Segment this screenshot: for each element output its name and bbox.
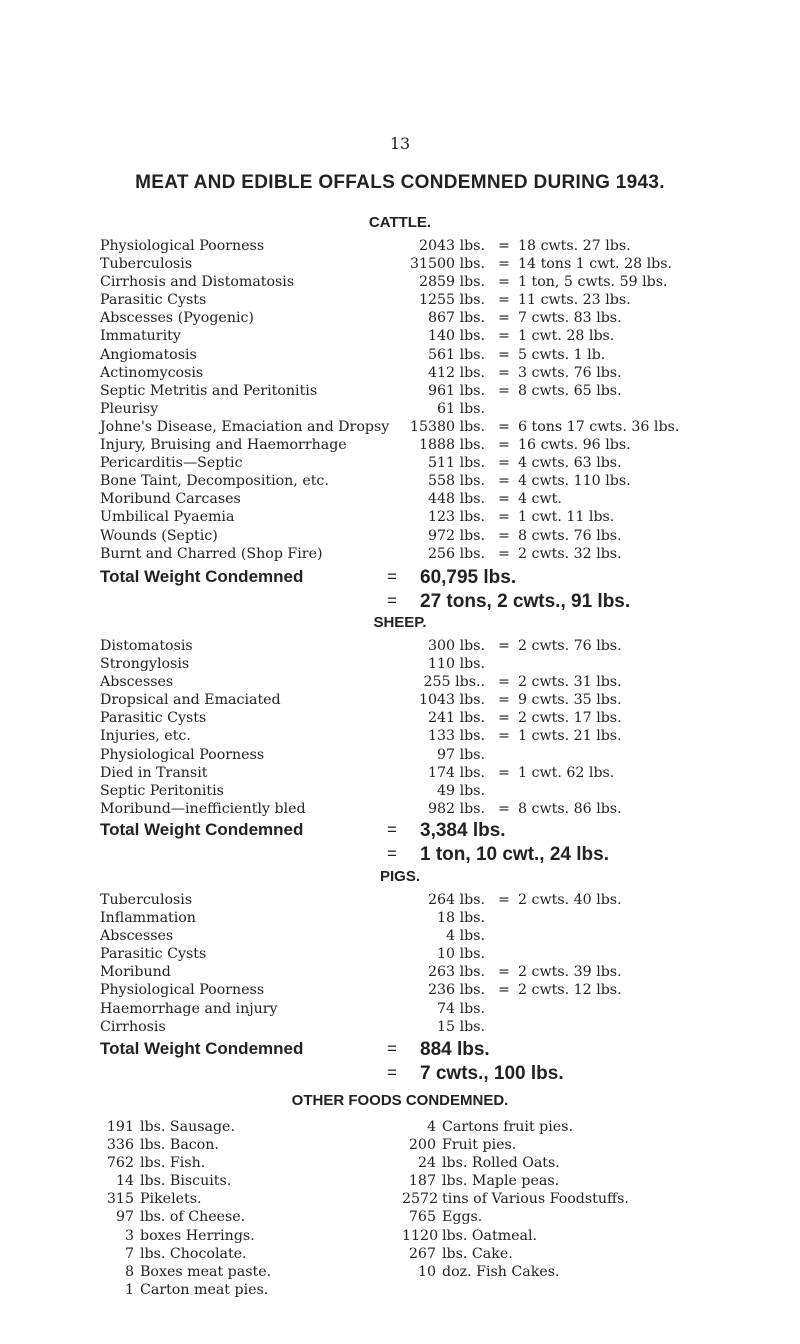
equals-sign: = xyxy=(498,382,510,399)
condition-name: Moribund xyxy=(100,964,171,981)
pigs-row xyxy=(100,909,790,927)
weight-lbs: 4 lbs. xyxy=(446,928,485,945)
condition-name: Injuries, etc. xyxy=(100,728,191,745)
weight-lbs: 263 lbs. xyxy=(428,964,485,981)
item-quantity: 765 xyxy=(408,1209,436,1226)
sheep-heading: SHEEP. xyxy=(373,614,427,631)
cattle-row xyxy=(100,309,790,327)
item-description: lbs. Bacon. xyxy=(140,1137,219,1154)
pigs-row xyxy=(100,963,790,981)
weight-lbs: 97 lbs. xyxy=(437,746,485,763)
cattle-row xyxy=(100,436,790,454)
pigs-total-conv: 7 cwts., 100 lbs. xyxy=(420,1063,564,1084)
weight-lbs: 15380 lbs. xyxy=(409,418,485,435)
item-quantity: 762 xyxy=(106,1155,134,1172)
equals-sign: = xyxy=(498,674,510,691)
condition-name: Physiological Poorness xyxy=(100,982,265,999)
other-food-item xyxy=(402,1245,782,1263)
other-food-item xyxy=(100,1245,390,1263)
weight-lbs: 558 lbs. xyxy=(428,473,485,490)
weight-lbs: 49 lbs. xyxy=(437,782,485,799)
weight-converted: 4 cwts. 63 lbs. xyxy=(518,455,622,472)
weight-lbs: 2859 lbs. xyxy=(418,274,485,291)
condition-name: Immaturity xyxy=(100,328,181,345)
condition-name: Septic Metritis and Peritonitis xyxy=(100,382,318,399)
equals-sign: = xyxy=(498,800,510,817)
weight-converted: 8 cwts. 76 lbs. xyxy=(518,527,622,544)
condition-name: Wounds (Septic) xyxy=(100,527,218,544)
item-description: lbs. of Cheese. xyxy=(140,1209,246,1226)
weight-converted: 2 cwts. 12 lbs. xyxy=(518,982,622,999)
weight-lbs: 448 lbs. xyxy=(428,491,485,508)
equals-sign: = xyxy=(498,509,510,526)
equals-sign: = xyxy=(387,591,397,610)
item-quantity: 24 xyxy=(417,1155,436,1172)
weight-converted: 16 cwts. 96 lbs. xyxy=(518,437,631,454)
weight-converted: 3 cwts. 76 lbs. xyxy=(518,364,622,381)
item-description: boxes Herrings. xyxy=(140,1227,255,1244)
weight-lbs: 867 lbs. xyxy=(428,310,485,327)
equals-sign: = xyxy=(387,1039,397,1058)
item-quantity: 187 xyxy=(408,1173,436,1190)
weight-lbs: 10 lbs. xyxy=(437,946,485,963)
equals-sign: = xyxy=(498,328,510,345)
pigs-table xyxy=(100,891,790,1036)
item-quantity: 2572 xyxy=(402,1191,439,1208)
weight-converted: 2 cwts. 76 lbs. xyxy=(518,638,622,654)
item-description: Carton meat pies. xyxy=(140,1281,269,1298)
weight-lbs: 1043 lbs. xyxy=(418,692,485,709)
sheep-row xyxy=(100,727,790,745)
condition-name: Died in Transit xyxy=(100,764,208,781)
equals-sign: = xyxy=(387,1063,397,1082)
weight-lbs: 140 lbs. xyxy=(428,328,485,345)
weight-lbs: 133 lbs. xyxy=(428,728,485,745)
sheep-total xyxy=(100,820,790,864)
equals-sign: = xyxy=(498,527,510,544)
weight-converted: 4 cwts. 110 lbs. xyxy=(518,473,631,490)
other-foods-right xyxy=(402,1118,782,1281)
condition-name: Cirrhosis and Distomatosis xyxy=(100,274,295,291)
weight-lbs: 241 lbs. xyxy=(428,710,485,727)
pigs-row xyxy=(100,1018,790,1036)
sheep-row xyxy=(100,673,790,691)
cattle-row xyxy=(100,418,790,436)
equals-sign: = xyxy=(498,455,510,472)
weight-converted: 1 cwt. 62 lbs. xyxy=(518,764,615,781)
condition-name: Johne's Disease, Emaciation and Dropsy xyxy=(100,418,390,435)
equals-sign: = xyxy=(498,292,510,309)
weight-converted: 11 cwts. 23 lbs. xyxy=(518,292,631,309)
cattle-row xyxy=(100,472,790,490)
item-quantity: 200 xyxy=(408,1137,436,1154)
other-food-item xyxy=(100,1136,390,1154)
item-quantity: 1120 xyxy=(402,1227,439,1244)
weight-converted: 2 cwts. 39 lbs. xyxy=(518,964,622,981)
item-quantity: 10 xyxy=(417,1263,436,1280)
equals-sign: = xyxy=(498,346,510,363)
item-description: lbs. Biscuits. xyxy=(140,1173,232,1190)
other-food-item xyxy=(402,1172,782,1190)
item-description: lbs. Chocolate. xyxy=(140,1245,247,1262)
other-food-item xyxy=(402,1263,782,1281)
weight-lbs: 412 lbs. xyxy=(428,364,485,381)
item-quantity: 3 xyxy=(124,1227,134,1244)
weight-lbs: 236 lbs. xyxy=(428,982,485,999)
item-description: doz. Fish Cakes. xyxy=(442,1263,560,1280)
weight-converted: 8 cwts. 86 lbs. xyxy=(518,800,622,817)
item-description: lbs. Rolled Oats. xyxy=(442,1155,560,1172)
cattle-row xyxy=(100,382,790,400)
condition-name: Tuberculosis xyxy=(100,256,193,273)
weight-lbs: 1255 lbs. xyxy=(418,292,485,309)
other-foods-heading: OTHER FOODS CONDEMNED. xyxy=(291,1092,509,1109)
weight-lbs: 982 lbs. xyxy=(428,800,485,817)
pigs-row xyxy=(100,891,790,909)
condition-name: Inflammation xyxy=(100,910,196,927)
condition-name: Injury, Bruising and Haemorrhage xyxy=(100,437,347,454)
cattle-row xyxy=(100,291,790,309)
condition-name: Abscesses xyxy=(100,928,174,945)
equals-sign: = xyxy=(498,892,510,908)
item-quantity: 8 xyxy=(124,1263,134,1280)
weight-converted: 2 cwts. 31 lbs. xyxy=(518,674,622,691)
other-food-item xyxy=(100,1208,390,1226)
item-description: Cartons fruit pies. xyxy=(442,1119,573,1135)
item-quantity: 97 xyxy=(115,1209,134,1226)
weight-lbs: 1888 lbs. xyxy=(418,437,485,454)
item-quantity: 7 xyxy=(124,1245,134,1262)
sheep-row xyxy=(100,655,790,673)
cattle-row xyxy=(100,527,790,545)
item-quantity: 191 xyxy=(106,1119,134,1135)
condition-name: Parasitic Cysts xyxy=(100,292,207,309)
condition-name: Angiomatosis xyxy=(100,346,197,363)
pigs-row xyxy=(100,981,790,999)
pigs-heading: PIGS. xyxy=(379,868,420,885)
condition-name: Abscesses (Pyogenic) xyxy=(100,310,254,327)
item-quantity: 336 xyxy=(106,1137,134,1154)
other-food-item xyxy=(100,1263,390,1281)
sheep-row xyxy=(100,800,790,818)
item-description: lbs. Fish. xyxy=(140,1155,206,1172)
other-food-item xyxy=(100,1281,390,1299)
condition-name: Dropsical and Emaciated xyxy=(100,692,281,709)
condition-name: Pleurisy xyxy=(100,400,159,417)
other-food-item xyxy=(402,1118,782,1136)
equals-sign: = xyxy=(498,545,510,562)
sheep-row xyxy=(100,709,790,727)
sheep-row xyxy=(100,637,790,655)
equals-sign: = xyxy=(498,238,510,254)
other-food-item xyxy=(100,1190,390,1208)
equals-sign: = xyxy=(498,310,510,327)
equals-sign: = xyxy=(498,964,510,981)
equals-sign: = xyxy=(498,364,510,381)
item-description: tins of Various Foodstuffs. xyxy=(442,1191,629,1208)
cattle-row xyxy=(100,454,790,472)
weight-lbs: 110 lbs. xyxy=(428,656,485,673)
sheep-row xyxy=(100,746,790,764)
pigs-row xyxy=(100,945,790,963)
equals-sign: = xyxy=(498,256,510,273)
weight-converted: 4 cwt. xyxy=(518,491,562,508)
weight-converted: 1 cwt. 28 lbs. xyxy=(518,328,615,345)
equals-sign: = xyxy=(498,982,510,999)
condition-name: Parasitic Cysts xyxy=(100,710,207,727)
weight-lbs: 264 lbs. xyxy=(428,892,485,908)
equals-sign: = xyxy=(498,437,510,454)
weight-converted: 1 ton, 5 cwts. 59 lbs. xyxy=(518,274,668,291)
equals-sign: = xyxy=(387,844,397,863)
condition-name: Cirrhosis xyxy=(100,1018,166,1035)
equals-sign: = xyxy=(498,728,510,745)
weight-lbs: 2043 lbs. xyxy=(418,238,485,254)
item-description: Pikelets. xyxy=(140,1191,202,1208)
cattle-total-label: Total Weight Condemned xyxy=(100,567,304,586)
weight-lbs: 31500 lbs. xyxy=(409,256,485,273)
sheep-total-label: Total Weight Condemned xyxy=(100,820,304,839)
item-description: Fruit pies. xyxy=(442,1137,517,1154)
cattle-row xyxy=(100,327,790,345)
other-food-item xyxy=(100,1227,390,1245)
item-quantity: 315 xyxy=(106,1191,134,1208)
condition-name: Haemorrhage and injury xyxy=(100,1000,278,1017)
weight-converted: 2 cwts. 32 lbs. xyxy=(518,545,622,562)
condition-name: Bone Taint, Decomposition, etc. xyxy=(100,473,329,490)
weight-lbs: 561 lbs. xyxy=(428,346,485,363)
condition-name: Septic Peritonitis xyxy=(100,782,224,799)
condition-name: Physiological Poorness xyxy=(100,746,265,763)
sheep-total-lbs: 3,384 lbs. xyxy=(420,820,506,841)
cattle-row xyxy=(100,364,790,382)
equals-sign: = xyxy=(387,567,397,586)
other-food-item xyxy=(100,1154,390,1172)
equals-sign: = xyxy=(498,638,510,654)
weight-converted: 2 cwts. 17 lbs. xyxy=(518,710,622,727)
weight-lbs: 961 lbs. xyxy=(428,382,485,399)
weight-converted: 1 cwt. 11 lbs. xyxy=(518,509,615,526)
item-quantity: 4 xyxy=(426,1119,436,1135)
other-food-item xyxy=(402,1208,782,1226)
condition-name: Umbilical Pyaemia xyxy=(100,509,235,526)
condition-name: Distomatosis xyxy=(100,638,193,654)
cattle-row xyxy=(100,346,790,364)
weight-lbs: 256 lbs. xyxy=(428,545,485,562)
item-description: Boxes meat paste. xyxy=(140,1263,272,1280)
cattle-total-lbs: 60,795 lbs. xyxy=(420,567,517,588)
other-food-item xyxy=(100,1172,390,1190)
sheep-row xyxy=(100,764,790,782)
weight-converted: 18 cwts. 27 lbs. xyxy=(518,238,631,254)
equals-sign: = xyxy=(498,710,510,727)
page-number: 13 xyxy=(389,134,411,153)
equals-sign: = xyxy=(498,491,510,508)
condition-name: Pericarditis—Septic xyxy=(100,455,243,472)
equals-sign: = xyxy=(387,820,397,839)
other-food-item xyxy=(402,1154,782,1172)
condition-name: Burnt and Charred (Shop Fire) xyxy=(100,545,323,562)
item-quantity: 267 xyxy=(408,1245,436,1262)
condition-name: Physiological Poorness xyxy=(100,238,265,254)
pigs-total-lbs: 884 lbs. xyxy=(420,1039,490,1060)
sheep-row xyxy=(100,782,790,800)
item-description: lbs. Cake. xyxy=(442,1245,513,1262)
cattle-row xyxy=(100,400,790,418)
weight-lbs: 61 lbs. xyxy=(437,400,485,417)
weight-lbs: 15 lbs. xyxy=(437,1018,485,1035)
weight-converted: 14 tons 1 cwt. 28 lbs. xyxy=(518,256,673,273)
other-food-item xyxy=(402,1227,782,1245)
weight-converted: 6 tons 17 cwts. 36 lbs. xyxy=(518,418,680,435)
cattle-row xyxy=(100,255,790,273)
sheep-row xyxy=(100,691,790,709)
weight-lbs: 300 lbs. xyxy=(428,638,485,654)
item-quantity: 14 xyxy=(115,1173,134,1190)
other-food-item xyxy=(402,1136,782,1154)
weight-lbs: 18 lbs. xyxy=(437,910,485,927)
condition-name: Parasitic Cysts xyxy=(100,946,207,963)
condition-name: Abscesses xyxy=(100,674,174,691)
cattle-row xyxy=(100,508,790,526)
pigs-total-label: Total Weight Condemned xyxy=(100,1039,304,1058)
cattle-row xyxy=(100,237,790,255)
weight-lbs: 972 lbs. xyxy=(428,527,485,544)
weight-converted: 7 cwts. 83 lbs. xyxy=(518,310,622,327)
pigs-row xyxy=(100,927,790,945)
cattle-row xyxy=(100,545,790,563)
condition-name: Moribund—inefficiently bled xyxy=(100,800,306,817)
other-food-item xyxy=(100,1118,390,1136)
cattle-heading: CATTLE. xyxy=(368,214,432,231)
weight-converted: 9 cwts. 35 lbs. xyxy=(518,692,622,709)
pigs-row xyxy=(100,1000,790,1018)
cattle-total xyxy=(100,567,790,611)
weight-converted: 8 cwts. 65 lbs. xyxy=(518,382,622,399)
equals-sign: = xyxy=(498,418,510,435)
cattle-total-conv: 27 tons, 2 cwts., 91 lbs. xyxy=(420,591,631,612)
item-description: lbs. Maple peas. xyxy=(442,1173,560,1190)
sheep-total-conv: 1 ton, 10 cwt., 24 lbs. xyxy=(420,844,610,865)
weight-lbs: 511 lbs. xyxy=(428,455,485,472)
condition-name: Moribund Carcases xyxy=(100,491,241,508)
cattle-table xyxy=(100,237,790,563)
sheep-table xyxy=(100,637,790,818)
weight-converted: 1 cwts. 21 lbs. xyxy=(518,728,622,745)
condition-name: Actinomycosis xyxy=(100,364,204,381)
cattle-row xyxy=(100,490,790,508)
item-description: lbs. Sausage. xyxy=(140,1119,235,1135)
equals-sign: = xyxy=(498,274,510,291)
item-description: Eggs. xyxy=(442,1209,483,1226)
weight-lbs: 123 lbs. xyxy=(428,509,485,526)
pigs-total xyxy=(100,1039,790,1083)
item-description: lbs. Oatmeal. xyxy=(442,1227,538,1244)
condition-name: Tuberculosis xyxy=(100,892,193,908)
condition-name: Strongylosis xyxy=(100,656,190,673)
item-quantity: 1 xyxy=(124,1281,134,1298)
weight-converted: 5 cwts. 1 lb. xyxy=(518,346,606,363)
cattle-row xyxy=(100,273,790,291)
equals-sign: = xyxy=(498,473,510,490)
equals-sign: = xyxy=(498,692,510,709)
page-title: MEAT AND EDIBLE OFFALS CONDEMNED DURING 1943. xyxy=(135,172,665,193)
equals-sign: = xyxy=(498,764,510,781)
weight-lbs: 174 lbs. xyxy=(428,764,485,781)
other-food-item xyxy=(402,1190,782,1208)
weight-lbs: 74 lbs. xyxy=(437,1000,485,1017)
weight-lbs: 255 lbs.. xyxy=(423,674,485,691)
other-foods-left xyxy=(100,1118,390,1299)
weight-converted: 2 cwts. 40 lbs. xyxy=(518,892,622,908)
